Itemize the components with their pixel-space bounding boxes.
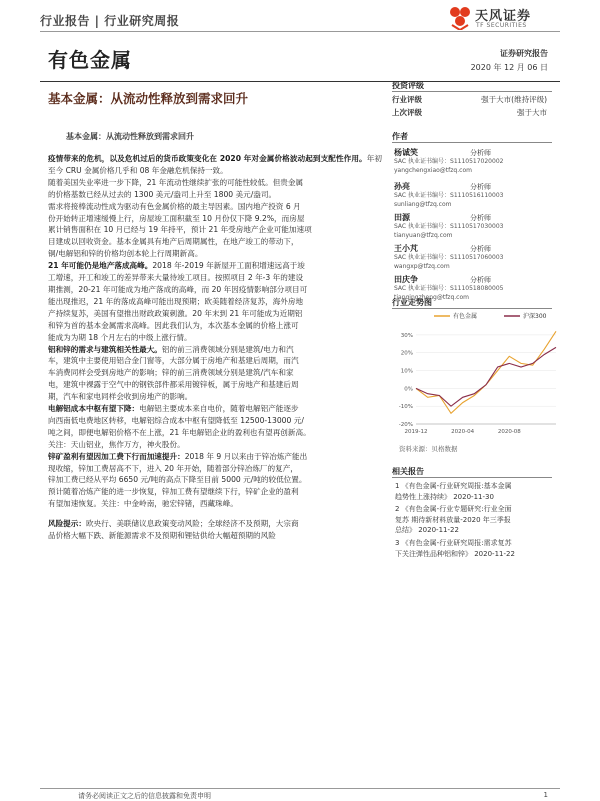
page-number: 1 (543, 791, 548, 799)
header-divider (40, 31, 560, 32)
analyst-meta: SAC 执业证书编号：S1110517060003 wangxp@tfzq.com (394, 254, 504, 270)
series-line (416, 331, 556, 413)
title-divider (40, 81, 560, 82)
related-report-link[interactable]: 1 《有色金属-行业研究周报:基本金属 趋势性上涨持续》 2020-11-30 (395, 482, 512, 501)
rating-row (392, 107, 547, 118)
footer-divider (40, 788, 560, 789)
chart-divider (392, 308, 552, 309)
report-type: 证券研究报告 (500, 49, 548, 58)
analyst-meta: SAC 执业证书编号：S1110517020002 yangchengxiao@tfzq.com (394, 158, 504, 174)
rating-divider (392, 91, 552, 92)
disclaimer-note: 请务必阅读正文之后的信息披露和免责申明 (78, 792, 211, 800)
paragraph-lead: 疫情带来的危机，以及危机过后的货币政策变化在 2020 年对金属价格波动起到支配性作用。 (48, 154, 367, 163)
related-report-link[interactable]: 2 《有色金属-行业专题研究:行业全面 复苏 期待新材料放量-2020 年三季报 总结》 2020-11-22 (395, 505, 512, 534)
analyst-name: 王小芃 (394, 244, 418, 253)
paragraph: 铝和锌的需求与建筑相关性最大。铝的前三消费领域分别是建筑/电力和汽 车，建筑中主要使用铝合金门窗等，大部分属于房地产和基建后周期，而汽 车消费同样会受到房地产的影响；锌的前三消费领域分别是建筑/汽车和家 电，建筑中裸露于空气中的钢铁部件都采用镀锌板，属于房地产和基建后周 期，汽车和家电同样会收到房地产的影响。 (48, 344, 299, 402)
series-line (416, 347, 556, 406)
paragraph-lead: 铝和锌的需求与建筑相关性最大。 (48, 344, 162, 354)
analyst-name: 田庆争 (394, 275, 418, 284)
rating-label: 行业评级 (392, 95, 422, 104)
paragraph-lead: 电解铝成本中枢有望下降： (48, 404, 140, 414)
y-tick-label: 30% (400, 332, 413, 339)
analyst-email[interactable]: tianyuan@tfzq.com (394, 231, 453, 239)
analyst-meta: SAC 执业证书编号：S1110516110003 sunliang@tfzq.com (394, 192, 504, 208)
rating-value: 强于大市(维持评级) (481, 95, 547, 104)
legend-label: 有色金属 (453, 313, 478, 320)
brand-name-cn: 天风证券 (475, 9, 532, 24)
related-divider (392, 477, 552, 478)
brand-logo-icon (448, 6, 472, 30)
legend-label: 沪深300 (523, 313, 547, 320)
paragraph: 疫情带来的危机，以及危机过后的货币政策变化在 2020 年对金属价格波动起到支配性作用。年初至今 CRU 金属价格几乎和 08 年金融危机保持一致。 随着美国失业率进一步下降，21 年流动性继续扩张的可能性较低。但贵金属 的价格基数已经从过去的 1300 美元/盎司上升至 1800 美元/盎司。 (48, 154, 382, 199)
analyst-meta: SAC 执业证书编号：S1110518080005 tianqingzheng@tfzq.com (394, 285, 504, 301)
analyst-role: 分析师 (470, 183, 491, 191)
report-subtitle: 基本金属：从流动性释放到需求回升 (48, 91, 249, 106)
x-tick-label: 2020-08 (497, 429, 521, 435)
y-tick-label: 20% (400, 350, 413, 357)
x-tick-label: 2020-04 (451, 429, 475, 435)
analyst-email[interactable]: yangchengxiao@tfzq.com (394, 166, 472, 174)
analyst-email[interactable]: tianqingzheng@tfzq.com (394, 293, 469, 301)
y-tick-label: 10% (400, 368, 413, 375)
rating-value: 强于大市 (517, 108, 547, 117)
y-tick-label: -10% (398, 404, 413, 411)
rating-heading: 投资评级 (392, 81, 424, 90)
analyst-name: 杨诚笑 (394, 148, 418, 157)
analyst-role: 分析师 (470, 149, 491, 157)
analyst-meta: SAC 执业证书编号：S1110517030003 tianyuan@tfzq.com (394, 223, 504, 239)
paragraph: 风险提示：欧央行、美联储议息政策变动风险；全球经济不及预期，大宗商 品价格大幅下跌、新能源需求不及预期和锂钴供给大幅超预期的风险 (48, 519, 299, 541)
paragraph: 锌矿盈利有望因加工费下行而加速提升：2018 年 9 月以来由于锌冶炼产能出 现收缩，锌加工费居高不下，进入 20 年开始，随着部分锌冶炼厂的复产， 锌加工费已经从平均 6650 元/吨的高点下降至目前 5000 元/吨的较低位置。 预计随着冶炼产能的进一步恢复，锌加工费有望继续下行，锌矿企业的盈利 有望加速恢复。关注：中金岭南，驰宏锌锗，西藏珠峰。 (48, 451, 308, 509)
chart-heading: 行业走势图 (392, 298, 432, 307)
report-category: 行业报告 | 行业研究周报 (40, 14, 180, 28)
analysts-divider (392, 142, 552, 143)
analysts-heading: 作者 (392, 132, 408, 141)
related-report-link[interactable]: 3 《有色金属-行业研究周报:需求复苏 下关注弹性品种铝和锌》 2020-11-22 (395, 539, 515, 558)
x-tick-label: 2019-12 (404, 429, 428, 435)
analyst-name: 孙亮 (394, 182, 410, 191)
analyst-name: 田源 (394, 213, 410, 222)
sector-title: 有色金属 (48, 48, 132, 72)
paragraph: 电解铝成本中枢有望下降：电解铝主要成本来自电价，随着电解铝产能逐步 向西南低电费地区转移，电解铝综合成本中枢有望降低至 12500-13000 元/ 吨之间，即便电解铝价格不在上涨，21 年电解铝企业的盈利也有望再创新高。 关注：天山铝业，焦作万方，神火股份。 (48, 404, 311, 449)
analyst-email[interactable]: wangxp@tfzq.com (394, 262, 450, 270)
body-text (48, 153, 382, 542)
brand-name-en: TF SECURITIES (476, 22, 527, 29)
analyst-email[interactable]: sunliang@tfzq.com (394, 200, 452, 208)
paragraph-lead: 锌矿盈利有望因加工费下行而加速提升： (48, 451, 185, 461)
y-tick-label: -20% (398, 422, 413, 428)
paragraph: 需求将接棒流动性成为驱动有色金属价格的最主导因素。国内地产投资 6 月 份开始转正增速缓慢上行，房屋竣工面积截至 10 月份仅下降 9.2%，而房屋 累计销售面积在 10 月已经与 19 年持平，预计 21 年受房地产企业可能加速项 目建成以回收资金。基本金属具有地产后周期属性，在地产竣工的带动下， 铜/电解铝和锌的价格均创本轮上行周期新高。 (48, 201, 312, 259)
y-tick-label: 0% (404, 386, 413, 393)
analyst-role: 分析师 (470, 214, 491, 222)
paragraph-lead: 21 年可能仍是地产落成高峰。 (48, 261, 153, 271)
report-date: 2020 年 12 月 06 日 (470, 63, 548, 72)
brand-logo (448, 6, 548, 32)
industry-trend-chart (392, 310, 562, 442)
chart-source: 资料来源：贝格数据 (399, 445, 458, 453)
related-heading: 相关报告 (392, 467, 424, 476)
rating-row (392, 94, 547, 105)
rating-label: 上次评级 (392, 108, 422, 117)
paragraph: 21 年可能仍是地产落成高峰。2018 年-2019 年新屋开工面积增速远高于竣 工增速，开工和竣工的差异带来大量待竣工项目。按照项目 2 年-3 年的建设 期推测，20-21 年可能成为地产落成的高峰，而 20 年因疫情影响部分项目可 能出现推迟，21 年的落成高峰可能出现预期；欧美随着经济复苏，海外房地 产持续复苏，美国有望推出财政政策刺激。20 年末到 21 年可能成为近期铝 和锌为首的基本金属需求高峰。因此我们认为，本次基本金属的价格上涨可 能成为为期 18 个月左右的中级上涨行情。 (48, 261, 308, 342)
analyst-role: 分析师 (470, 276, 491, 284)
analyst-role: 分析师 (470, 245, 491, 253)
inner-title: 基本金属：从流动性释放到需求回升 (66, 132, 194, 141)
paragraph-lead: 风险提示： (48, 519, 86, 529)
